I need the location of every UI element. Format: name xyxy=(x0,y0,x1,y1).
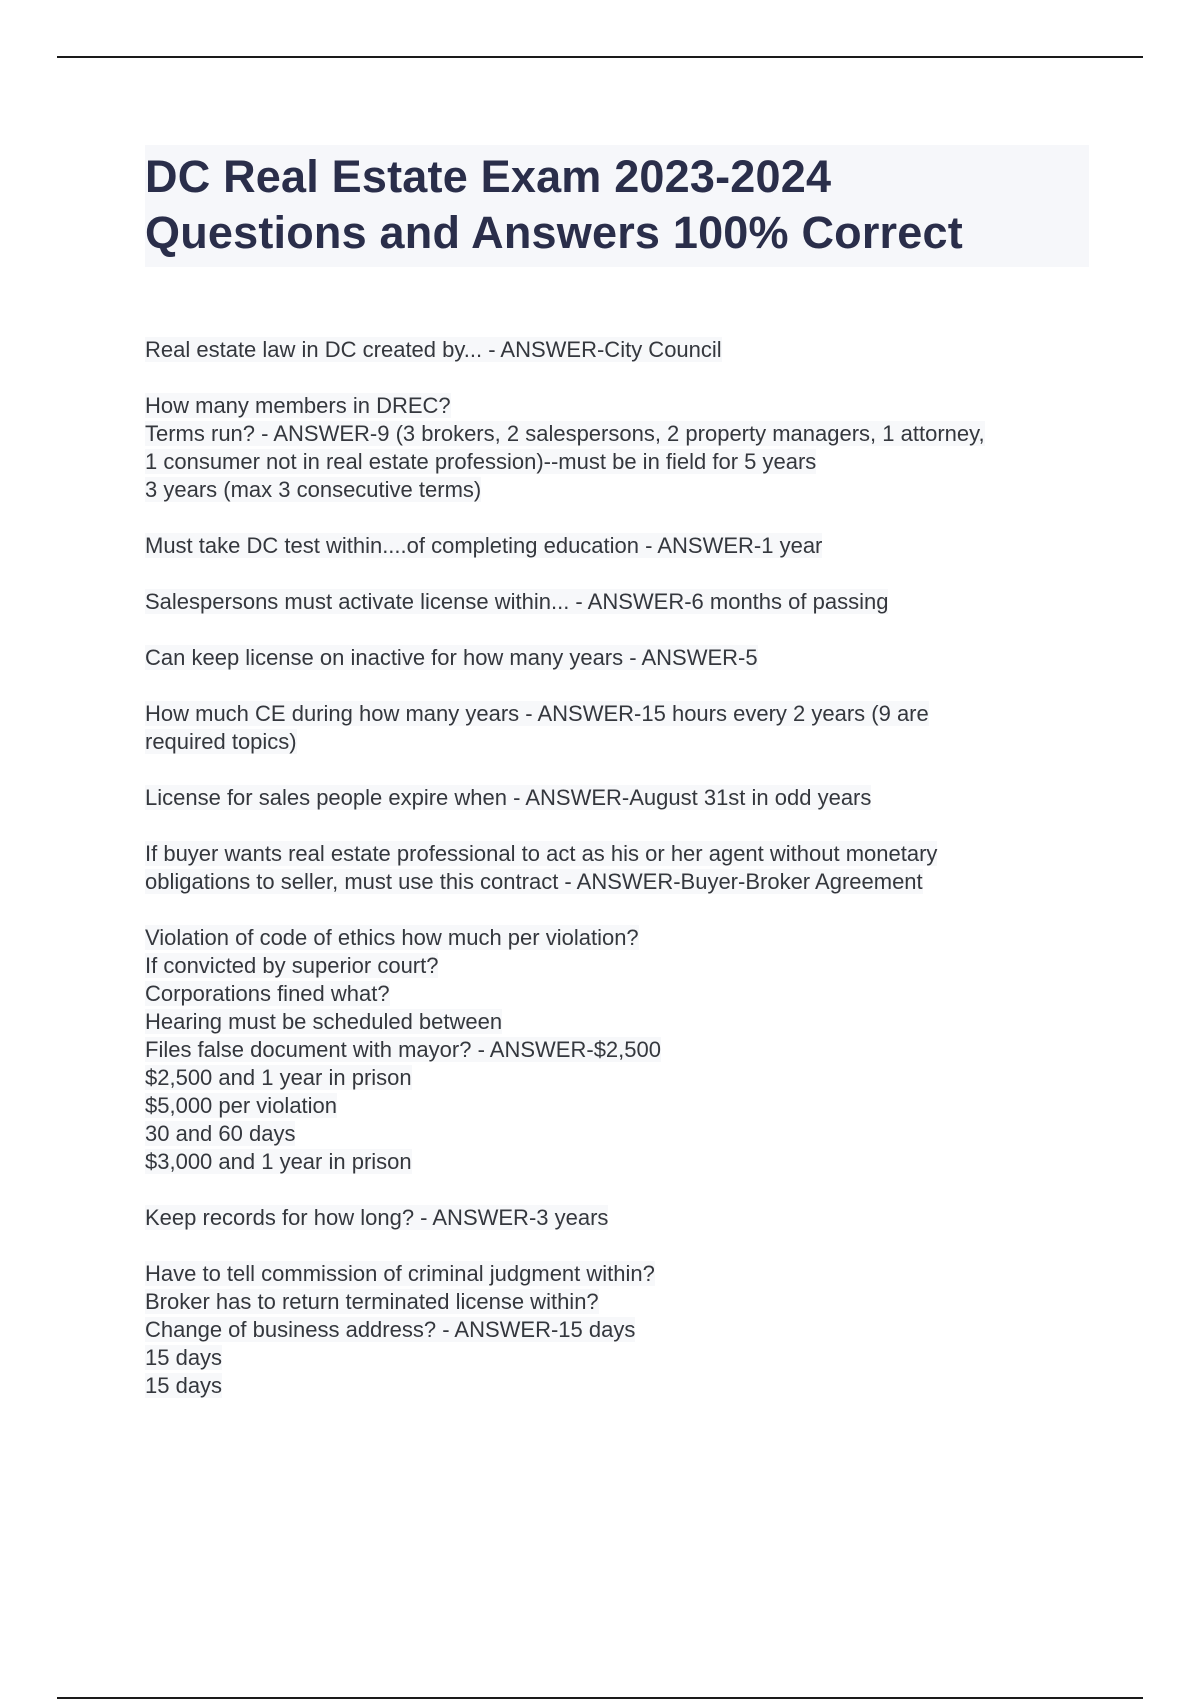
qa-line xyxy=(145,1036,1105,1064)
qa-line xyxy=(145,1204,1105,1232)
qa-line-text: 15 days xyxy=(145,1373,223,1398)
qa-item xyxy=(145,1204,1105,1232)
qa-line-text: License for sales people expire when - ANSWER-August 31st in odd years xyxy=(145,785,872,810)
qa-line-text: If buyer wants real estate professional to act as his or her agent without monetary xyxy=(145,841,938,866)
title-line-1: DC Real Estate Exam 2023-2024 xyxy=(145,151,832,202)
qa-line-text: 30 and 60 days xyxy=(145,1121,296,1146)
qa-line-text: Real estate law in DC created by... - ANSWER-City Council xyxy=(145,337,722,362)
qa-line xyxy=(145,532,1105,560)
qa-line xyxy=(145,924,1105,952)
qa-line xyxy=(145,476,1105,504)
qa-line-text: 3 years (max 3 consecutive terms) xyxy=(145,477,482,502)
qa-line-text: 15 days xyxy=(145,1345,223,1370)
qa-line xyxy=(145,1092,1105,1120)
qa-item xyxy=(145,588,1105,616)
qa-line xyxy=(145,840,1105,868)
qa-list xyxy=(145,336,1105,1428)
qa-item xyxy=(145,392,1105,504)
qa-line xyxy=(145,1260,1105,1288)
qa-line-text: Corporations fined what? xyxy=(145,981,390,1006)
qa-line xyxy=(145,644,1105,672)
qa-line xyxy=(145,952,1105,980)
qa-line-text: How many members in DREC? xyxy=(145,393,451,418)
qa-line-text: $5,000 per violation xyxy=(145,1093,338,1118)
qa-line xyxy=(145,1344,1105,1372)
qa-line-text: Violation of code of ethics how much per violation? xyxy=(145,925,639,950)
qa-line-text: Have to tell commission of criminal judgment within? xyxy=(145,1261,655,1286)
qa-item xyxy=(145,336,1105,364)
qa-item xyxy=(145,532,1105,560)
qa-line-text: Must take DC test within....of completing education - ANSWER-1 year xyxy=(145,533,823,558)
qa-item xyxy=(145,700,1105,756)
qa-line xyxy=(145,336,1105,364)
qa-line xyxy=(145,784,1105,812)
qa-line-text: 1 consumer not in real estate profession)--must be in field for 5 years xyxy=(145,449,817,474)
qa-line-text: Keep records for how long? - ANSWER-3 years xyxy=(145,1205,609,1230)
qa-line-text: Salespersons must activate license within... - ANSWER-6 months of passing xyxy=(145,589,889,614)
qa-line-text: Can keep license on inactive for how many years - ANSWER-5 xyxy=(145,645,758,670)
document-title xyxy=(145,145,1089,267)
title-heading xyxy=(145,149,1089,261)
top-rule xyxy=(57,56,1143,58)
qa-line xyxy=(145,420,1105,448)
qa-line xyxy=(145,980,1105,1008)
qa-item xyxy=(145,1260,1105,1400)
qa-line-text: required topics) xyxy=(145,729,297,754)
qa-line-text: Files false document with mayor? - ANSWER-$2,500 xyxy=(145,1037,661,1062)
qa-line xyxy=(145,1008,1105,1036)
qa-line xyxy=(145,1064,1105,1092)
title-line-2: Questions and Answers 100% Correct xyxy=(145,207,963,258)
qa-line-text: Hearing must be scheduled between xyxy=(145,1009,503,1034)
qa-line xyxy=(145,1288,1105,1316)
qa-line xyxy=(145,588,1105,616)
qa-line xyxy=(145,448,1105,476)
qa-item xyxy=(145,644,1105,672)
qa-line xyxy=(145,1120,1105,1148)
qa-line-text: Broker has to return terminated license within? xyxy=(145,1289,599,1314)
qa-line-text: If convicted by superior court? xyxy=(145,953,439,978)
qa-line-text: Change of business address? - ANSWER-15 days xyxy=(145,1317,636,1342)
bottom-rule xyxy=(57,1697,1143,1699)
qa-line-text: How much CE during how many years - ANSWER-15 hours every 2 years (9 are xyxy=(145,701,929,726)
qa-line xyxy=(145,1148,1105,1176)
qa-line xyxy=(145,1316,1105,1344)
qa-item xyxy=(145,840,1105,896)
qa-line-text: obligations to seller, must use this contract - ANSWER-Buyer-Broker Agreement xyxy=(145,869,923,894)
qa-line xyxy=(145,728,1105,756)
qa-line xyxy=(145,1372,1105,1400)
qa-line xyxy=(145,868,1105,896)
qa-line xyxy=(145,700,1105,728)
qa-line-text: $3,000 and 1 year in prison xyxy=(145,1149,412,1174)
qa-line xyxy=(145,392,1105,420)
qa-line-text: $2,500 and 1 year in prison xyxy=(145,1065,412,1090)
qa-item xyxy=(145,784,1105,812)
qa-line-text: Terms run? - ANSWER-9 (3 brokers, 2 salespersons, 2 property managers, 1 attorney, xyxy=(145,421,985,446)
qa-item xyxy=(145,924,1105,1176)
